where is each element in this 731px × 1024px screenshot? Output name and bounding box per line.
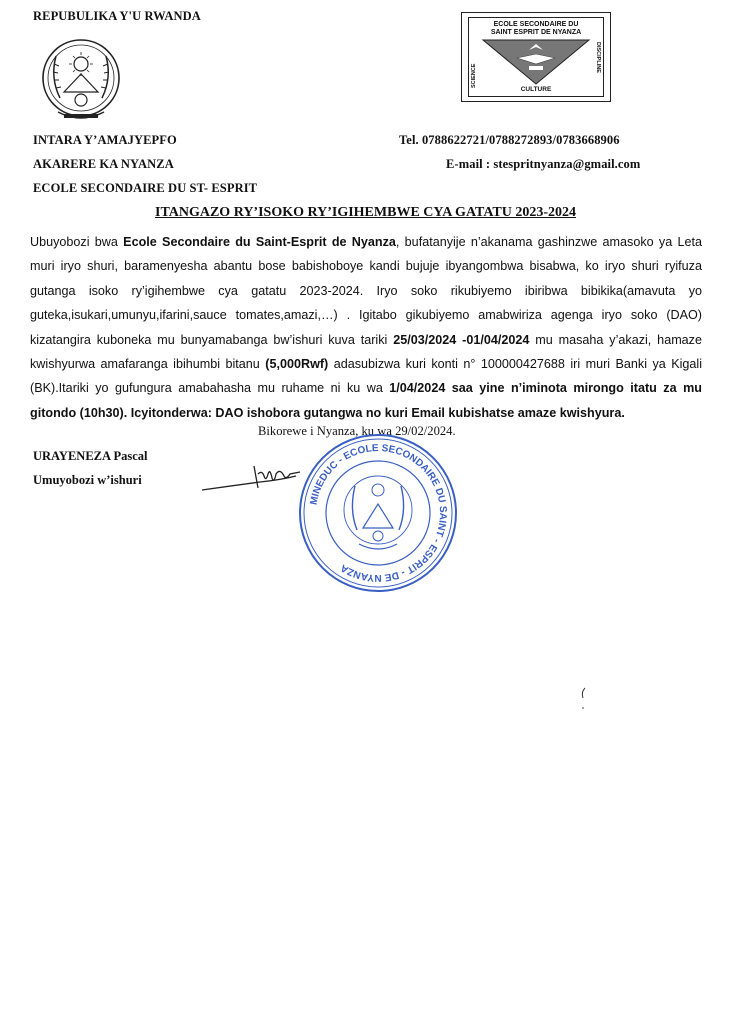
official-stamp: [297, 432, 459, 594]
contact-email: E-mail : stespritnyanza@gmail.com: [446, 157, 641, 171]
ink-mark: [579, 686, 589, 716]
logo-bottom-word: CULTURE: [520, 86, 552, 93]
dateline: Bikorewe i Nyanza, ku wa 29/02/2024.: [258, 424, 456, 438]
school-header-name: ECOLE SECONDAIRE DU ST- ESPRIT: [33, 181, 258, 195]
logo-name-line1: ECOLE SECONDAIRE DU: [493, 21, 579, 28]
notice-body: Ubuyobozi bwa Ecole Secondaire du Saint-Esprit de Nyanza, bufatanyije n’akanama gashinzwe amasoko ya Leta muri iryo shuri, baramenyesha abantu bose babishoboye kandi bujuje ibyangombwa bisabwa, ko iryo shuri ryifuza gutanga isoko ry’igihembwe cya gatatu 2023-2024. Iryo soko rikubiyemo ibiribwa bibikika(amavuta yo guteka,isukari,umunyu,ifarini,sauce tomates,amazi,…) . Igitabo gikubiyemo amabwiriza agenga iryo soko (DAO) kizatangira kuboneka mu bunyamabanga bw’ishuri kuva tariki 25/03/2024 -01/04/2024 mu masaha y’akazi, hamaze kwishyurwa amafaranga ibihumbi bitanu (5,000Rwf) adasubizwa kuri konti n° 100000427688 iri muri Banki ya Kigali (BK).Itariki yo gufungura amabahasha mu ruhame ni ku wa 1/04/2024 saa yine n’iminota mirongo itatu za mu gitondo (10h30). Icyitonderwa: DAO ishobora gutangwa no kuri Email kubishatse amaze kwishyura.: [30, 235, 703, 420]
logo-right-word: DISCIPLINE: [595, 42, 601, 73]
signatory-name: URAYENEZA Pascal: [33, 449, 148, 463]
country-name: REPUBULIKA Y'U RWANDA: [33, 9, 201, 23]
signatory-role: Umuyobozi w’ishuri: [33, 473, 142, 487]
district-name: AKARERE KA NYANZA: [33, 157, 174, 171]
coat-of-arms-emblem: [36, 34, 126, 126]
school-logo: [461, 12, 611, 102]
logo-left-word: SCIENCE: [471, 63, 477, 88]
logo-name-line2: SAINT ESPRIT DE NYANZA: [490, 29, 582, 36]
stamp-ring-text: MINEDUC - ECOLE SECONDAIRE DU SAINT - ESPRIT - DE NYANZA: [308, 442, 449, 584]
contact-phone: Tel. 0788622721/0788272893/0783668906: [399, 133, 620, 147]
province-name: INTARA Y’AMAJYEPFO: [33, 133, 177, 147]
notice-title: ITANGAZO RY’ISOKO RY’IGIHEMBWE CYA GATATU 2023-2024: [155, 205, 576, 220]
